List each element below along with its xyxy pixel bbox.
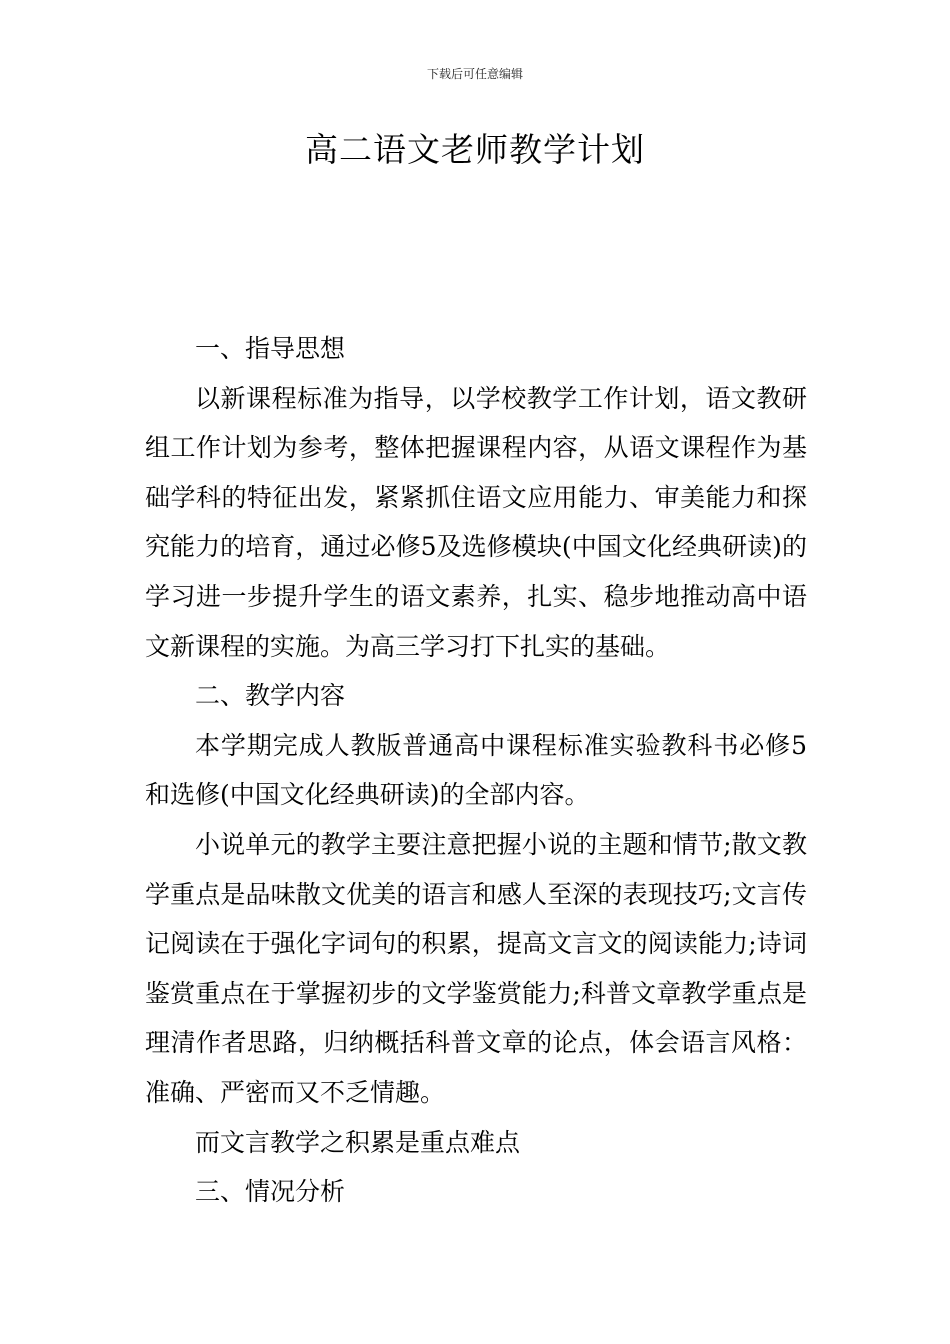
paragraph-unit-focus: 小说单元的教学主要注意把握小说的主题和情节;散文教学重点是品味散文优美的语言和感人至深的表现技巧;文言传记阅读在于强化字词句的积累，提高文言文的阅读能力;诗词鉴赏重点在于掌握初步的文学鉴赏能力;科普文章教学重点是理清作者思路，归纳概括科普文章的论点，体会语言风格：准确、严密而又不乏情趣。 [145,829,807,1107]
document-body [145,324,807,1217]
paragraph-teaching-content: 本学期完成人教版普通高中课程标准实验教科书必修5和选修(中国文化经典研读)的全部内容。 [145,730,807,810]
paragraph-classical-chinese: 而文言教学之积累是重点难点 [195,1127,521,1157]
header-note: 下载后可任意编辑 [426,67,523,81]
section-heading-guiding-ideology: 一、指导思想 [195,334,346,363]
paragraph-guiding-ideology: 以新课程标准为指导，以学校教学工作计划，语文教研组工作计划为参考，整体把握课程内容，从语文课程作为基础学科的特征出发，紧紧抓住语文应用能力、审美能力和探究能力的培育，通过必修5及选修模块(中国文化经典研读)的学习进一步提升学生的语文素养，扎实、稳步地推动高中语文新课程的实施。为高三学习打下扎实的基础。 [145,383,807,661]
section-heading-situation-analysis: 三、情况分析 [195,1177,346,1207]
section-heading-teaching-content: 二、教学内容 [195,681,346,711]
document-title: 高二语文老师教学计划 [305,130,645,169]
